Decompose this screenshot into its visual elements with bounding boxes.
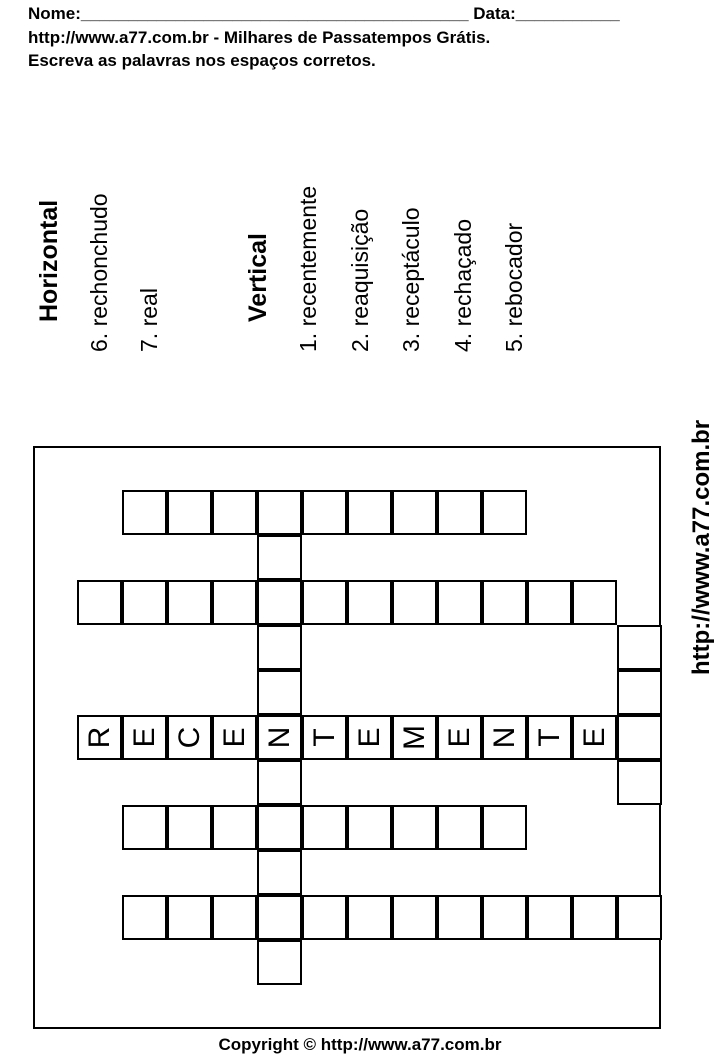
grid-cell[interactable] xyxy=(392,805,437,850)
side-url[interactable]: http://www.a77.com.br xyxy=(688,419,715,675)
grid-cell[interactable] xyxy=(212,895,257,940)
grid-cell[interactable] xyxy=(257,625,302,670)
grid-cell[interactable] xyxy=(527,895,572,940)
grid-cell[interactable] xyxy=(437,580,482,625)
grid-cell[interactable] xyxy=(392,580,437,625)
grid-cell[interactable] xyxy=(302,490,347,535)
grid-letter: M xyxy=(397,725,431,750)
grid-cell[interactable] xyxy=(437,895,482,940)
grid-cell[interactable] xyxy=(437,805,482,850)
grid-letter: N xyxy=(487,726,521,749)
grid-cell[interactable] xyxy=(482,490,527,535)
grid-cell[interactable] xyxy=(257,580,302,625)
grid-cell[interactable] xyxy=(167,895,212,940)
grid-cell[interactable] xyxy=(257,895,302,940)
grid-cell[interactable] xyxy=(122,805,167,850)
copyright-footer: Copyright © http://www.a77.com.br xyxy=(218,1035,502,1054)
grid-letter: T xyxy=(307,728,341,747)
clue-vertical-3: 3. receptáculo xyxy=(398,207,424,352)
grid-cell[interactable] xyxy=(122,580,167,625)
clue-vertical-2: 2. reaquisição xyxy=(347,208,373,352)
grid-cell[interactable] xyxy=(257,940,302,985)
grid-cell[interactable] xyxy=(122,490,167,535)
clue-vertical-4: 4. rechaçado xyxy=(450,219,476,352)
grid-cell[interactable] xyxy=(437,490,482,535)
grid-cell[interactable] xyxy=(572,895,617,940)
grid-cell[interactable] xyxy=(482,895,527,940)
grid-cell[interactable] xyxy=(482,580,527,625)
grid-cell[interactable] xyxy=(617,670,662,715)
grid-letter: E xyxy=(127,727,161,748)
grid-letter: C xyxy=(172,726,206,749)
grid-letter: E xyxy=(217,727,251,748)
grid-cell[interactable] xyxy=(257,535,302,580)
grid-cell[interactable] xyxy=(617,760,662,805)
clue-horizontal-6: 6. rechonchudo xyxy=(86,193,112,352)
grid-cell[interactable] xyxy=(167,490,212,535)
instruction-text: Escreva as palavras nos espaços corretos. xyxy=(28,51,376,70)
grid-cell[interactable] xyxy=(347,895,392,940)
grid-cell[interactable] xyxy=(302,805,347,850)
grid-cell[interactable] xyxy=(77,580,122,625)
grid-cell[interactable] xyxy=(122,895,167,940)
grid-cell[interactable] xyxy=(347,580,392,625)
grid-cell[interactable] xyxy=(302,580,347,625)
grid-cell[interactable] xyxy=(527,580,572,625)
grid-cell[interactable] xyxy=(617,715,662,760)
site-line[interactable]: http://www.a77.com.br - Milhares de Passatempos Grátis. xyxy=(28,28,491,47)
grid-cell[interactable] xyxy=(257,805,302,850)
name-date-line: Nome:_________________________________________ Data:___________ xyxy=(28,4,620,23)
grid-cell[interactable] xyxy=(257,490,302,535)
grid-cell[interactable] xyxy=(257,760,302,805)
vertical-title: Vertical xyxy=(244,233,272,322)
grid-letter: E xyxy=(577,727,611,748)
grid-cell[interactable] xyxy=(482,805,527,850)
clue-vertical-5: 5. rebocador xyxy=(501,222,527,352)
grid-cell[interactable] xyxy=(617,895,662,940)
grid-letter: T xyxy=(532,728,566,747)
grid-cell[interactable] xyxy=(257,670,302,715)
clue-horizontal-7: 7. real xyxy=(136,288,162,352)
grid-cell[interactable] xyxy=(212,580,257,625)
grid-cell[interactable] xyxy=(257,850,302,895)
grid-cell[interactable] xyxy=(302,895,347,940)
horizontal-title: Horizontal xyxy=(35,199,63,322)
grid-cell[interactable] xyxy=(212,805,257,850)
grid-letter: R xyxy=(82,726,116,749)
grid-cell[interactable] xyxy=(347,805,392,850)
grid-cell[interactable] xyxy=(167,580,212,625)
grid-letter: N xyxy=(262,726,296,749)
grid-cell[interactable] xyxy=(392,490,437,535)
grid-letter: E xyxy=(352,727,386,748)
grid-cell[interactable] xyxy=(392,895,437,940)
grid-letter: E xyxy=(442,727,476,748)
grid-cell[interactable] xyxy=(617,625,662,670)
grid-cell[interactable] xyxy=(572,580,617,625)
clue-vertical-1: 1. recentemente xyxy=(295,185,321,352)
grid-cell[interactable] xyxy=(212,490,257,535)
grid-cell[interactable] xyxy=(347,490,392,535)
grid-cell[interactable] xyxy=(167,805,212,850)
